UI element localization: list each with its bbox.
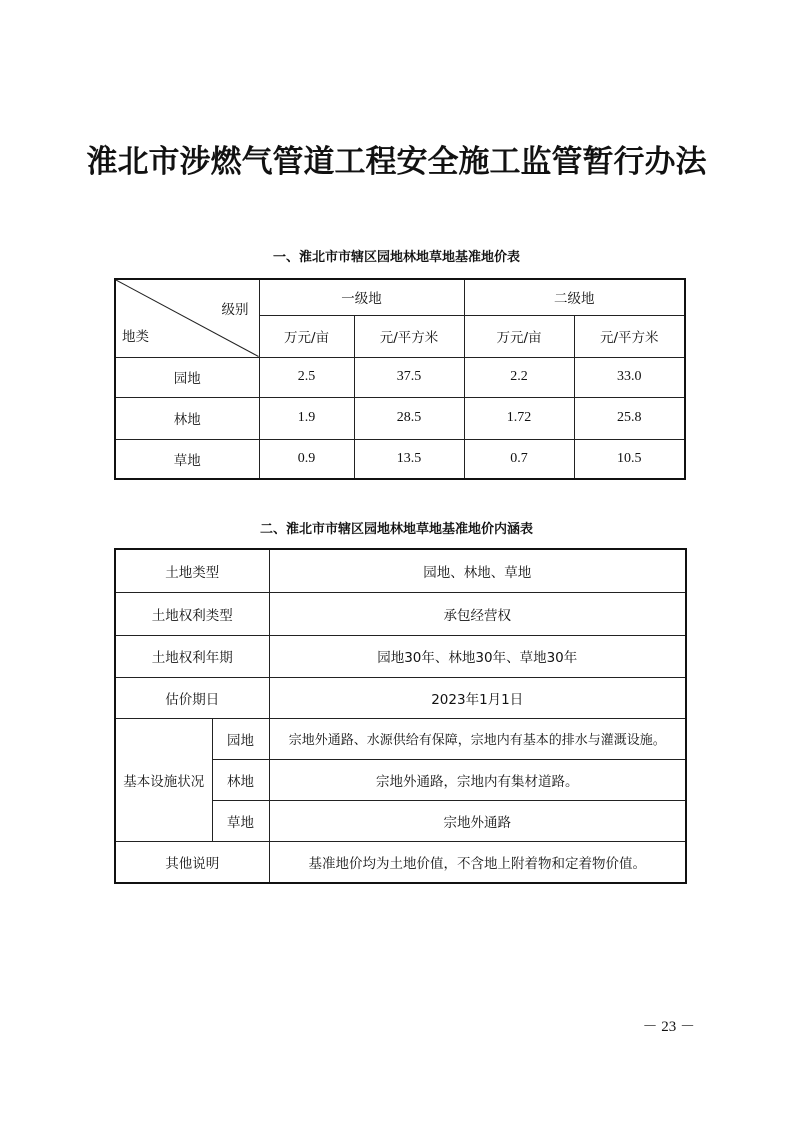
page-number: － 23 － bbox=[642, 1019, 695, 1035]
value-cell: 33.0 bbox=[574, 357, 685, 397]
row-value: 承包经营权 bbox=[269, 592, 686, 635]
benchmark-price-table bbox=[114, 278, 686, 480]
grade1-header: 一级地 bbox=[259, 279, 464, 315]
table-row bbox=[115, 357, 685, 397]
row-label: 基本设施状况 bbox=[115, 718, 212, 841]
table1-corner-cell bbox=[115, 279, 259, 357]
row-label: 土地权利年期 bbox=[115, 635, 269, 677]
facility-desc-cell: 宗地外通路，宗地内有集材道路。 bbox=[269, 759, 686, 800]
unit-header: 元/平方米 bbox=[574, 315, 685, 357]
price-connotation-table bbox=[114, 548, 687, 884]
table-row bbox=[115, 397, 685, 439]
facility-type-cell: 园地 bbox=[212, 718, 269, 759]
corner-landtype-label: 地类 bbox=[122, 328, 149, 345]
row-value: 园地、林地、草地 bbox=[269, 549, 686, 592]
unit-header: 元/平方米 bbox=[354, 315, 464, 357]
corner-grade-label: 级别 bbox=[221, 302, 249, 318]
row-value: 园地30年、林地30年、草地30年 bbox=[269, 635, 686, 677]
table-row bbox=[115, 677, 686, 718]
facility-type-cell: 林地 bbox=[212, 759, 269, 800]
value-cell: 1.72 bbox=[464, 397, 574, 439]
table-row bbox=[115, 841, 686, 883]
facility-desc-cell: 宗地外通路、水源供给有保障，宗地内有基本的排水与灌溉设施。 bbox=[269, 718, 686, 759]
row-label: 土地权利类型 bbox=[115, 592, 269, 635]
value-cell: 37.5 bbox=[354, 357, 464, 397]
table-row bbox=[115, 635, 686, 677]
value-cell: 25.8 bbox=[574, 397, 685, 439]
land-type-cell: 草地 bbox=[115, 439, 259, 479]
value-cell: 13.5 bbox=[354, 439, 464, 479]
unit-header: 万元/亩 bbox=[259, 315, 354, 357]
value-cell: 2.2 bbox=[464, 357, 574, 397]
table-row bbox=[115, 549, 686, 592]
table-row bbox=[115, 592, 686, 635]
value-cell: 0.7 bbox=[464, 439, 574, 479]
grade2-header: 二级地 bbox=[464, 279, 685, 315]
land-type-cell: 林地 bbox=[115, 397, 259, 439]
unit-header: 万元/亩 bbox=[464, 315, 574, 357]
document-title: 淮北市涉燃气管道工程安全施工监管暂行办法 bbox=[86, 144, 707, 180]
value-cell: 1.9 bbox=[259, 397, 354, 439]
land-type-cell: 园地 bbox=[115, 357, 259, 397]
table-row bbox=[115, 439, 685, 479]
table-row bbox=[115, 718, 686, 759]
facility-type-cell: 草地 bbox=[212, 800, 269, 841]
value-cell: 28.5 bbox=[354, 397, 464, 439]
row-label: 其他说明 bbox=[115, 841, 269, 883]
row-label: 估价期日 bbox=[115, 677, 269, 718]
value-cell: 2.5 bbox=[259, 357, 354, 397]
table1-caption: 一、淮北市市辖区园地林地草地基准地价表 bbox=[272, 250, 520, 265]
diagonal-line bbox=[116, 280, 259, 357]
facility-desc-cell: 宗地外通路 bbox=[269, 800, 686, 841]
value-cell: 10.5 bbox=[574, 439, 685, 479]
row-value: 2023年1月1日 bbox=[269, 677, 686, 718]
value-cell: 0.9 bbox=[259, 439, 354, 479]
row-value: 基准地价均为土地价值，不含地上附着物和定着物价值。 bbox=[269, 841, 686, 883]
row-label: 土地类型 bbox=[115, 549, 269, 592]
table2-caption: 二、淮北市市辖区园地林地草地基准地价内涵表 bbox=[259, 522, 533, 537]
